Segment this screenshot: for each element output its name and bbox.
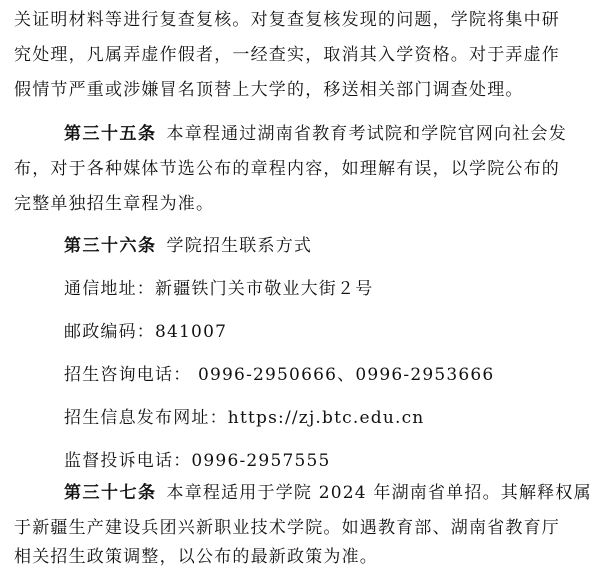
contact-website: 招生信息发布网址：https://zj.btc.edu.cn: [64, 408, 425, 428]
article-35-title: 第三十五条: [64, 124, 157, 144]
contact-phone: 招生咨询电话： 0996-2950666、0996-2953666: [64, 365, 495, 385]
article-37-title: 第三十七条: [64, 483, 157, 503]
article-37-line-3: 相关招生政策调整，以公布的最新政策为准。: [14, 547, 378, 567]
article-37-line-1: [64, 481, 604, 505]
contact-complaint-phone: 监督投诉电话：0996-2957555: [64, 451, 331, 471]
article-37-text-1: 本章程适用于学院 2024 年湖南省单招。其解释权属: [166, 483, 592, 503]
contact-address: 通信地址：新疆铁门关市敬业大街２号: [64, 279, 374, 299]
article-37-line-2: 于新疆生产建设兵团兴新职业技术学院。如遇教育部、湖南省教育厅: [14, 518, 560, 538]
paragraph-1-line-3: 假情节严重或涉嫌冒名顶替上大学的，移送相关部门调查处理。: [14, 80, 524, 100]
article-35-line-2: 布，对于各种媒体节选公布的章程内容，如理解有误，以学院公布的: [14, 159, 560, 179]
article-36-text: 学院招生联系方式: [166, 236, 313, 256]
paragraph-1-line-1: 关证明材料等进行复查复核。对复查复核发现的问题，学院将集中研: [14, 10, 560, 30]
article-36-title: 第三十六条: [64, 236, 157, 256]
article-35-line-3: 完整单独招生章程为准。: [14, 194, 215, 214]
paragraph-1-line-2: 究处理，凡属弄虚作假者，一经查实，取消其入学资格。对于弄虚作: [14, 45, 560, 65]
article-36-line-1: [64, 234, 604, 258]
article-35-line-1: [64, 122, 604, 146]
contact-postcode: 邮政编码：841007: [64, 322, 228, 342]
article-35-text-1: 本章程通过湖南省教育考试院和学院官网向社会发: [166, 124, 567, 144]
